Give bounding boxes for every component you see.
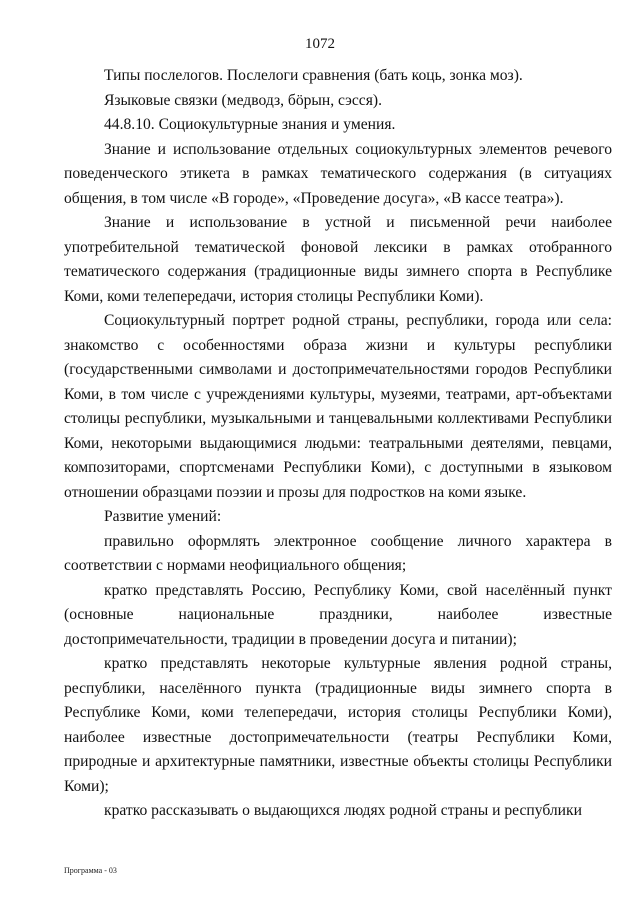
document-body [64, 64, 612, 824]
paragraph-skill-message: правильно оформлять электронное сообщение личного характера в соответствии с нормами неофициального общения; [64, 532, 612, 574]
paragraph-postpositions: Типы послелогов. Послелоги сравнения (бать коць, зонка моз). [104, 67, 523, 84]
section-heading: 44.8.10. Социокультурные знания и умения. [104, 116, 396, 133]
paragraph-skill-famous-people: кратко рассказывать о выдающихся людях родной страны и республики [104, 802, 582, 819]
paragraph-skill-present-russia: кратко представлять Россию, Республику Коми, свой населённый пункт (основные национальные праздники, наиболее известные достопримечательности, традиции в проведении досуга и питании); [64, 581, 612, 648]
footer-label: Программа - 03 [64, 866, 117, 875]
paragraph-etiquette: Знание и использование отдельных социокультурных элементов речевого поведенческого этикета в рамках тематического содержания (в ситуациях общения, в том числе «В городе», «Проведение досуга», «В кассе театра»). [64, 140, 612, 207]
paragraph-skills-heading: Развитие умений: [104, 508, 222, 525]
paragraph-language-links: Языковые связки (медводз, бӧрын, сэсся). [104, 91, 382, 109]
paragraph-skill-cultural-phenomena: кратко представлять некоторые культурные явления родной страны, республики, населённого пункта (традиционные виды зимнего спорта в Республике Коми, коми телепередачи, история столицы Республики Коми), наиболее известные достопримечательности (театры Республики Коми, природные и архитектурные памятники, известные объекты столицы Республики Коми); [64, 655, 612, 795]
paragraph-sociocultural-portrait: Социокультурный портрет родной страны, республики, города или села: знакомство с особенностями образа жизни и культуры республики (государственными символами и достопримечательностями городов Республики Коми, в том числе с учреждениями культуры, музеями, театрами, арт-объектами столицы республики, музыкальными и танцевальными коллективами Республики Коми, некоторыми выдающимися людьми: театральными деятелями, певцами, композиторами, спортсменами Республики Коми), с доступными в языковом отношении образцами поэзии и прозы для подростков на коми языке. [64, 312, 612, 501]
page-number: 1072 [305, 36, 335, 52]
paragraph-background-vocabulary: Знание и использование в устной и письменной речи наиболее употребительной тематической фоновой лексики в рамках отобранного тематического содержания (традиционные виды зимнего спорта в Республике Коми, коми телепередачи, история столицы Республики Коми). [64, 214, 612, 305]
